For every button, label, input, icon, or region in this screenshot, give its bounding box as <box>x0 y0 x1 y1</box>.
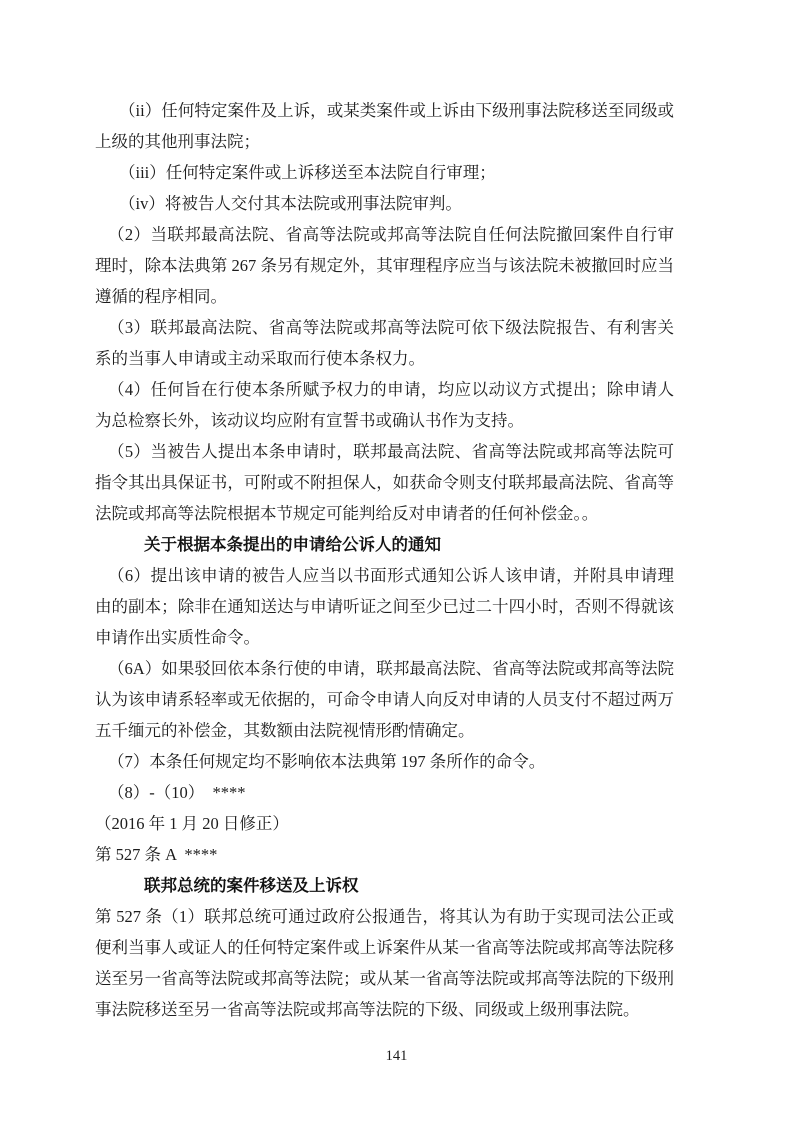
paragraph-5: （5）当被告人提出本条申请时，联邦最高法院、省高等法院或邦高等法院可指令其出具保证书，可附或不附担保人，如获命令则支付联邦最高法院、省高等法院或邦高等法院根据本节规定可能判给反对申请者的任何补偿金。。 <box>95 442 674 523</box>
heading-notice-to-prosecutor: 关于根据本条提出的申请给公诉人的通知 <box>144 535 441 554</box>
section-527-1: 第 527 条（1）联邦总统可通过政府公报通告，将其认为有助于实现司法公正或便利当事人或证人的任何特定案件或上诉案件从某一省高等法院或邦高等法院移送至另一省高等法院或邦高等法院；或从某一省高等法院或邦高等法院的下级刑事法院移送至另一省高等法院或邦高等法院的下级、同级或上级刑事法院。 <box>95 907 674 1019</box>
paragraph-6: （6）提出该申请的被告人应当以书面形式通知公诉人该申请，并附具申请理由的副本；除非在通知送达与申请听证之间至少已过二十四小时，否则不得就该申请作出实质性命令。 <box>95 566 674 647</box>
clause-iv: （iv）将被告人交付其本法院或刑事法院审判。 <box>119 194 462 213</box>
paragraph-4: （4）任何旨在行使本条所赋予权力的申请，均应以动议方式提出；除申请人为总检察长外，该动议均应附有宣誓书或确认书作为支持。 <box>95 380 674 430</box>
section-527a: 第 527 条 A **** <box>95 845 218 864</box>
amendment-date: （2016 年 1 月 20 日修正） <box>95 814 289 833</box>
paragraph-8-10: （8）-（10） **** <box>108 783 246 802</box>
clause-ii: （ii）任何特定案件及上诉，或某类案件或上诉由下级刑事法院移送至同级或上级的其他刑事法院； <box>95 101 674 151</box>
paragraph-7: （7）本条任何规定均不影响依本法典第 197 条所作的命令。 <box>108 752 546 771</box>
paragraph-3: （3）联邦最高法院、省高等法院或邦高等法院可依下级法院报告、有利害关系的当事人申请或主动采取而行使本条权力。 <box>95 318 674 368</box>
clause-iii: （iii）任何特定案件或上诉移送至本法院自行审理； <box>119 163 496 182</box>
paragraph-2: （2）当联邦最高法院、省高等法院或邦高等法院自任何法院撤回案件自行审理时，除本法典第 267 条另有规定外，其审理程序应当与该法院未被撤回时应当遵循的程序相同。 <box>95 225 674 306</box>
document-body <box>95 95 674 1025</box>
heading-president-transfer-right: 联邦总统的案件移送及上诉权 <box>144 876 359 895</box>
paragraph-6a: （6A）如果驳回依本条行使的申请，联邦最高法院、省高等法院或邦高等法院认为该申请系轻率或无依据的，可命令申请人向反对申请的人员支付不超过两万五千缅元的补偿金，其数额由法院视情形酌情确定。 <box>95 659 674 740</box>
page-number: 141 <box>385 1048 408 1064</box>
